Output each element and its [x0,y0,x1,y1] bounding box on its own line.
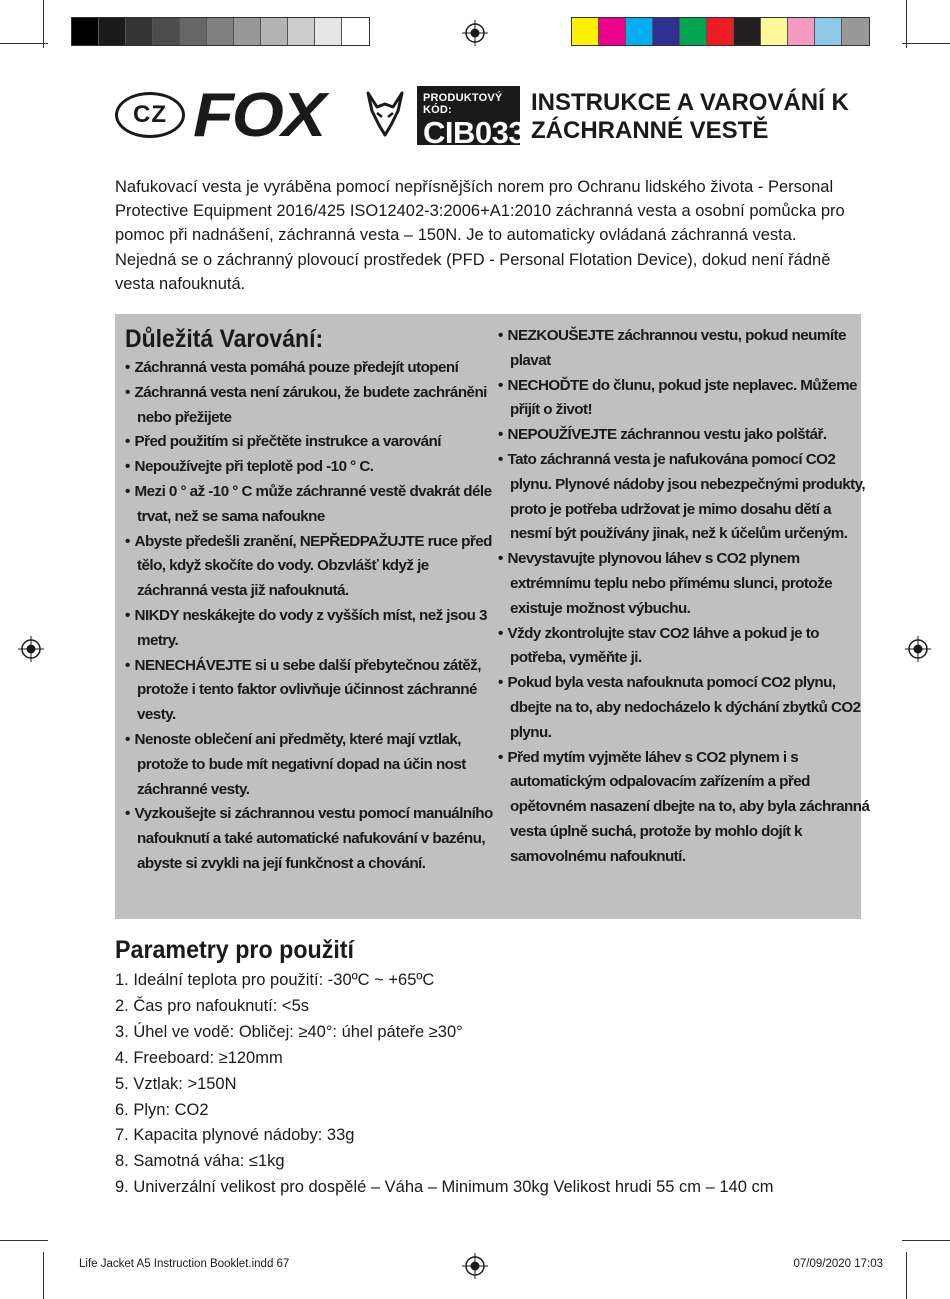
warning-item: • Nevystavujte plynovou láhev s CO2 plynem extrémnímu teplu nebo přímému slunci, protože existuje možnost výbuchu. [498,547,873,621]
crop-mark [906,0,907,48]
language-badge: CZ [115,92,185,138]
warning-item: • Abyste předešli zranění, NEPŘEDPAŽUJTE ruce před tělo, když skočíte do vody. Obzvlášť když je záchranná vesta již nafouknutá. [125,530,500,604]
warning-item: • NEZKOUŠEJTE záchrannou vestu, pokud neumíte plavat [498,324,873,374]
color-swatch [842,18,869,45]
registration-mark-icon [462,1253,488,1279]
gray-swatch [72,18,99,45]
color-swatch [707,18,734,45]
gray-swatch [207,18,234,45]
document-title: INSTRUKCE A VAROVÁNÍ K ZÁCHRANNÉ VESTĚ [531,89,849,144]
product-code: CIB033 [423,115,526,150]
parameter-item: 8. Samotná váha: ≤1kg [115,1152,285,1171]
warnings-title: Důležitá Varování: [125,325,324,353]
warning-item: • NENECHÁVEJTE si u sebe další přebytečnou zátěž, protože i tento faktor ovlivňuje účinnost záchranné vesty. [125,654,500,728]
grayscale-bar [71,17,370,46]
color-swatch [788,18,815,45]
crop-mark [0,43,48,44]
warning-item: • Tato záchranná vesta je nafukována pomocí CO2 plynu. Plynové nádoby jsou nebezpečnými produkty, proto je potřeba udržovat je mimo dosahu dětí a nesmí být používány jinak, než k účelům určeným. [498,448,873,547]
warning-item: • NECHOĎTE do člunu, pokud jste neplavec. Můžeme přijít o život! [498,374,873,424]
gray-swatch [261,18,288,45]
crop-mark [902,1240,950,1241]
parameter-item: 5. Vztlak: >150N [115,1074,237,1093]
gray-swatch [288,18,315,45]
warning-item: • Záchranná vesta pomáhá pouze předejít utopení [125,356,500,381]
gray-swatch [180,18,207,45]
color-swatch [653,18,680,45]
warning-item: • Záchranná vesta není zárukou, že budete zachráněni nebo přežijete [125,381,500,431]
warnings-list-left [125,356,500,877]
crop-mark [0,1240,48,1241]
parameter-item: 2. Čas pro nafouknutí: <5s [115,996,309,1015]
footer-file-info: Life Jacket A5 Instruction Booklet.indd 67 [79,1258,290,1270]
registration-mark-icon [905,636,931,662]
parameter-item: 3. Úhel ve vodě: Obličej: ≥40°: úhel páteře ≥30° [115,1022,463,1041]
product-code-label: PRODUKTOVÝ KÓD: [423,92,503,116]
crop-mark [43,1252,44,1299]
registration-mark-icon [18,636,44,662]
warning-item: • Pokud byla vesta nafouknuta pomocí CO2 plynu, dbejte na to, aby nedocházelo k dýchání zbytků CO2 plynu. [498,671,873,745]
warning-item: • Nepoužívejte při teplotě pod -10 ° C. [125,455,500,480]
footer-timestamp: 07/09/2020 17:03 [793,1258,883,1270]
color-swatch [815,18,842,45]
gray-swatch [153,18,180,45]
gray-swatch [99,18,126,45]
parameters-title: Parametry pro použití [115,936,355,964]
warning-item: • Před použitím si přečtěte instrukce a varování [125,430,500,455]
parameters-list [115,968,774,1201]
brand-logo: FOX [193,81,325,150]
color-swatch [680,18,707,45]
fox-head-icon [365,91,405,139]
parameter-item: 4. Freeboard: ≥120mm [115,1048,283,1067]
warning-item: • Vždy zkontrolujte stav CO2 láhve a pokud je to potřeba, vyměňte ji. [498,622,873,672]
color-swatch [734,18,761,45]
crop-mark [43,0,44,48]
warning-item: • Před mytím vyjměte láhev s CO2 plynem i s automatickým odpalovacím zařízením a před opětovném nasazení dbejte na to, aby byla záchranná vesta úplně suchá, protože by mohlo dojít k samovolnému nafouknutí. [498,746,873,870]
parameter-item: 1. Ideální teplota pro použití: -30ºC ~ +65ºC [115,971,435,989]
product-code-box [417,86,526,150]
crop-mark [906,1252,907,1299]
parameter-item: 7. Kapacita plynové nádoby: 33g [115,1126,355,1145]
crop-mark [902,43,950,44]
color-bar [571,17,870,46]
intro-paragraph: Nafukovací vesta je vyráběna pomocí nepřísnějších norem pro Ochranu lidského života - Personal Protective Equipment 2016/425 ISO12402-3:2006+A1:2010 záchranná vesta a osobní pomůcka pro pomoc při nadnášení, záchranná vesta – 150N. Je to automaticky ovládaná záchranná vesta. Nejedná se o záchranný plovoucí prostředek (PFD - Personal Flotation Device), dokud není řádně vesta nafouknutá. [115,178,845,293]
parameter-item: 9. Univerzální velikost pro dospělé – Váha – Minimum 30kg Velikost hrudi 55 cm – 140 cm [115,1178,774,1197]
gray-swatch [234,18,261,45]
gray-swatch [315,18,342,45]
warning-item: • Vyzkoušejte si záchrannou vestu pomocí manuálního nafouknutí a také automatické nafukování v bazénu, abyste si zvykli na její funkčnost a chování. [125,802,500,876]
color-swatch [626,18,653,45]
parameter-item: 6. Plyn: CO2 [115,1100,209,1119]
color-swatch [599,18,626,45]
color-swatch [761,18,788,45]
gray-swatch [342,18,369,45]
warning-item: • Mezi 0 ° až -10 ° C může záchranné vestě dvakrát déle trvat, než se sama nafoukne [125,480,500,530]
warning-item: • Nenoste oblečení ani předměty, které mají vztlak, protože to bude mít negativní dopad na účin nost záchranné vesty. [125,728,500,802]
gray-swatch [126,18,153,45]
warnings-list-right [498,324,873,870]
registration-mark-icon [462,20,488,46]
warning-item: • NEPOUŽÍVEJTE záchrannou vestu jako polštář. [498,423,873,448]
color-swatch [572,18,599,45]
warning-item: • NIKDY neskákejte do vody z vyšších míst, než jsou 3 metry. [125,604,500,654]
